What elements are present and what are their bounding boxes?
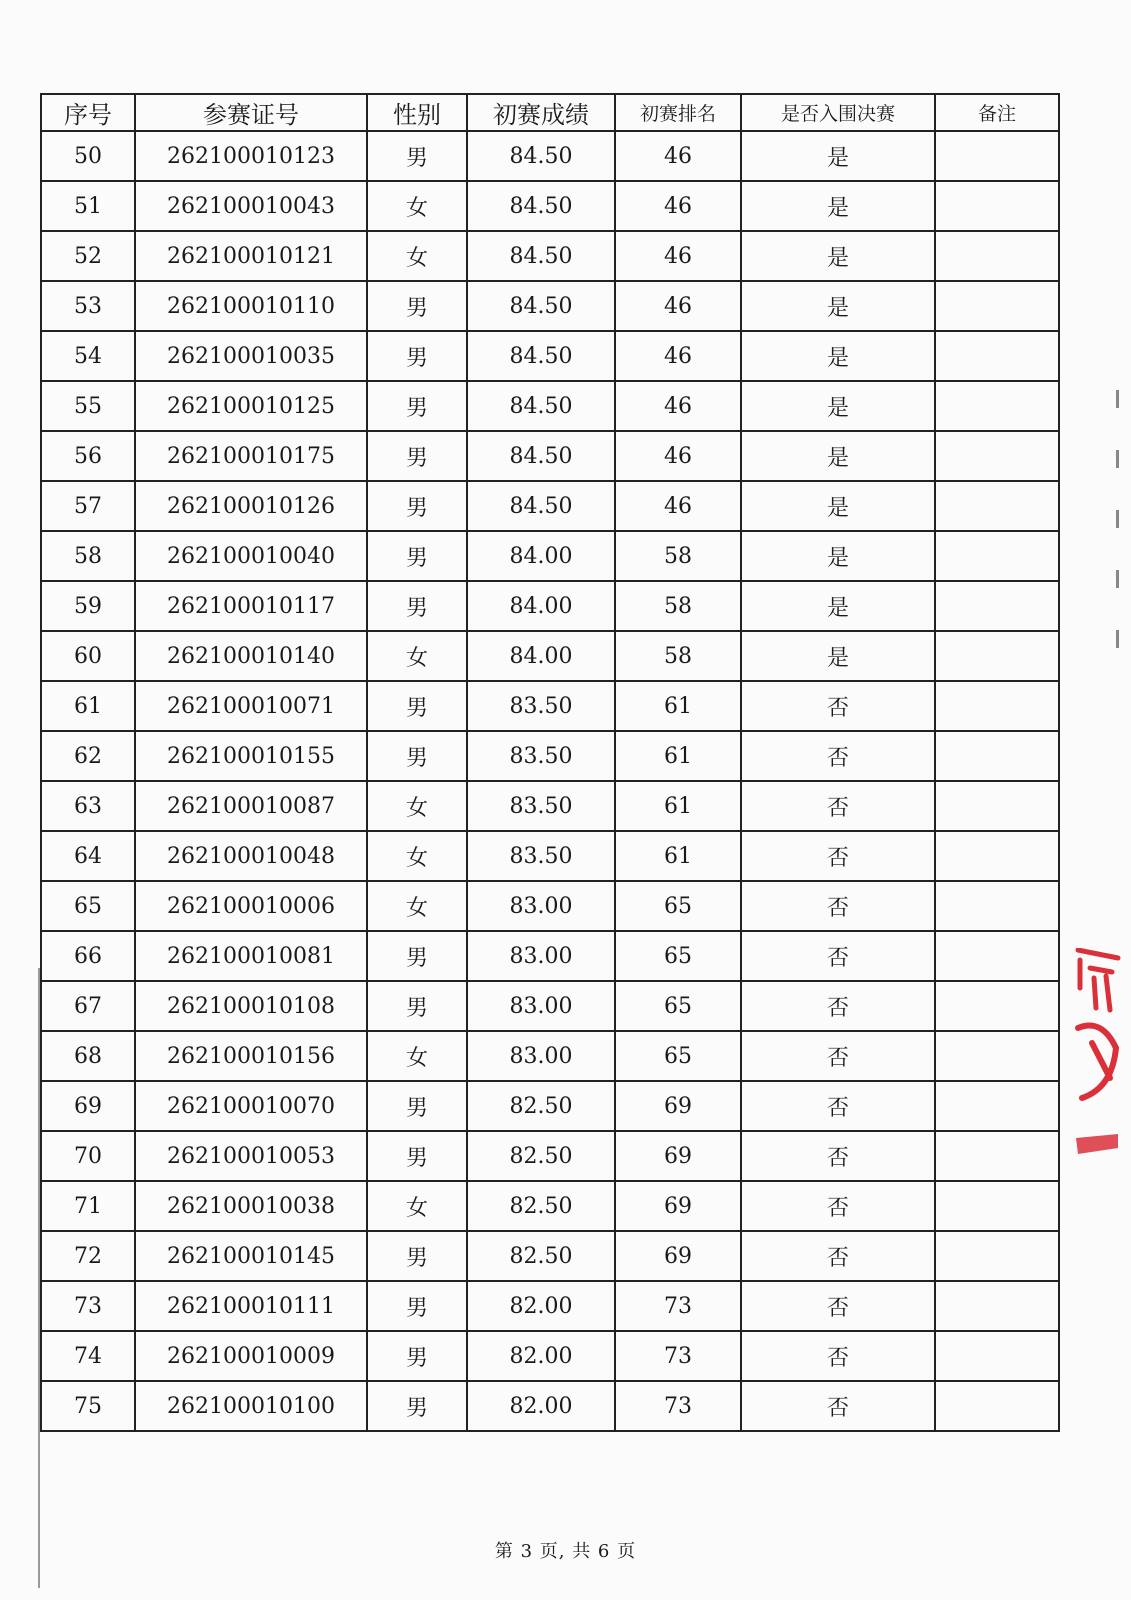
cell-ticket: 262100010108 bbox=[135, 981, 367, 1031]
cell-ticket: 262100010081 bbox=[135, 931, 367, 981]
cell-note bbox=[935, 1131, 1059, 1181]
cell-rank: 65 bbox=[615, 931, 741, 981]
cell-index: 61 bbox=[41, 681, 135, 731]
table-body bbox=[41, 131, 1059, 1431]
cell-final: 否 bbox=[741, 1081, 935, 1131]
table-row bbox=[41, 881, 1059, 931]
cell-score: 84.00 bbox=[467, 581, 615, 631]
cell-score: 83.50 bbox=[467, 681, 615, 731]
table-row bbox=[41, 631, 1059, 681]
cell-score: 83.50 bbox=[467, 781, 615, 831]
cell-score: 83.00 bbox=[467, 881, 615, 931]
cell-score: 82.50 bbox=[467, 1081, 615, 1131]
header-index: 序号 bbox=[41, 94, 135, 131]
cell-gender: 男 bbox=[367, 981, 467, 1031]
scan-margin-marks bbox=[1116, 390, 1119, 650]
cell-index: 50 bbox=[41, 131, 135, 181]
cell-score: 82.00 bbox=[467, 1281, 615, 1331]
cell-score: 84.50 bbox=[467, 281, 615, 331]
cell-gender: 男 bbox=[367, 281, 467, 331]
cell-index: 73 bbox=[41, 1281, 135, 1331]
header-row bbox=[41, 94, 1059, 131]
cell-score: 82.50 bbox=[467, 1181, 615, 1231]
cell-final: 是 bbox=[741, 231, 935, 281]
cell-ticket: 262100010117 bbox=[135, 581, 367, 631]
cell-ticket: 262100010125 bbox=[135, 381, 367, 431]
cell-ticket: 262100010006 bbox=[135, 881, 367, 931]
cell-rank: 46 bbox=[615, 281, 741, 331]
cell-index: 59 bbox=[41, 581, 135, 631]
cell-gender: 男 bbox=[367, 1081, 467, 1131]
cell-ticket: 262100010126 bbox=[135, 481, 367, 531]
table-row bbox=[41, 981, 1059, 1031]
cell-index: 53 bbox=[41, 281, 135, 331]
cell-score: 82.50 bbox=[467, 1231, 615, 1281]
cell-index: 54 bbox=[41, 331, 135, 381]
cell-index: 68 bbox=[41, 1031, 135, 1081]
cell-ticket: 262100010155 bbox=[135, 731, 367, 781]
cell-note bbox=[935, 1381, 1059, 1431]
cell-rank: 69 bbox=[615, 1131, 741, 1181]
table-row bbox=[41, 381, 1059, 431]
cell-rank: 61 bbox=[615, 681, 741, 731]
cell-final: 是 bbox=[741, 531, 935, 581]
table-row bbox=[41, 581, 1059, 631]
seal-stroke-mid bbox=[1078, 1026, 1116, 1099]
cell-note bbox=[935, 881, 1059, 931]
cell-gender: 女 bbox=[367, 881, 467, 931]
table-row bbox=[41, 131, 1059, 181]
cell-rank: 73 bbox=[615, 1381, 741, 1431]
cell-index: 52 bbox=[41, 231, 135, 281]
cell-note bbox=[935, 181, 1059, 231]
cell-index: 57 bbox=[41, 481, 135, 531]
red-seal-fragment bbox=[1072, 948, 1122, 1178]
cell-gender: 男 bbox=[367, 481, 467, 531]
table-row bbox=[41, 231, 1059, 281]
cell-ticket: 262100010121 bbox=[135, 231, 367, 281]
cell-note bbox=[935, 381, 1059, 431]
cell-score: 83.00 bbox=[467, 1031, 615, 1081]
cell-gender: 男 bbox=[367, 531, 467, 581]
cell-final: 否 bbox=[741, 981, 935, 1031]
cell-final: 否 bbox=[741, 1181, 935, 1231]
cell-index: 64 bbox=[41, 831, 135, 881]
table-row bbox=[41, 731, 1059, 781]
cell-ticket: 262100010145 bbox=[135, 1231, 367, 1281]
cell-note bbox=[935, 631, 1059, 681]
cell-note bbox=[935, 1031, 1059, 1081]
header-ticket: 参赛证号 bbox=[135, 94, 367, 131]
cell-ticket: 262100010038 bbox=[135, 1181, 367, 1231]
cell-score: 82.00 bbox=[467, 1331, 615, 1381]
cell-rank: 46 bbox=[615, 381, 741, 431]
cell-rank: 46 bbox=[615, 481, 741, 531]
cell-index: 63 bbox=[41, 781, 135, 831]
cell-gender: 女 bbox=[367, 1181, 467, 1231]
table-row bbox=[41, 1131, 1059, 1181]
table-row bbox=[41, 781, 1059, 831]
cell-note bbox=[935, 681, 1059, 731]
cell-gender: 男 bbox=[367, 731, 467, 781]
cell-score: 83.00 bbox=[467, 931, 615, 981]
header-rank: 初赛排名 bbox=[615, 94, 741, 131]
cell-final: 是 bbox=[741, 631, 935, 681]
cell-index: 65 bbox=[41, 881, 135, 931]
cell-final: 否 bbox=[741, 681, 935, 731]
cell-score: 84.50 bbox=[467, 431, 615, 481]
cell-gender: 男 bbox=[367, 431, 467, 481]
cell-index: 66 bbox=[41, 931, 135, 981]
cell-ticket: 262100010100 bbox=[135, 1381, 367, 1431]
table-row bbox=[41, 931, 1059, 981]
cell-note bbox=[935, 981, 1059, 1031]
cell-index: 71 bbox=[41, 1181, 135, 1231]
cell-ticket: 262100010111 bbox=[135, 1281, 367, 1331]
cell-final: 否 bbox=[741, 781, 935, 831]
cell-final: 是 bbox=[741, 281, 935, 331]
table-row bbox=[41, 1231, 1059, 1281]
cell-final: 是 bbox=[741, 131, 935, 181]
cell-gender: 女 bbox=[367, 181, 467, 231]
cell-rank: 58 bbox=[615, 581, 741, 631]
table-row bbox=[41, 1331, 1059, 1381]
cell-index: 51 bbox=[41, 181, 135, 231]
table-row bbox=[41, 831, 1059, 881]
cell-index: 67 bbox=[41, 981, 135, 1031]
cell-gender: 女 bbox=[367, 781, 467, 831]
cell-gender: 男 bbox=[367, 1381, 467, 1431]
cell-final: 是 bbox=[741, 431, 935, 481]
seal-stroke-bottom bbox=[1076, 1134, 1118, 1154]
scan-edge-line bbox=[38, 968, 40, 1588]
cell-gender: 男 bbox=[367, 131, 467, 181]
cell-gender: 男 bbox=[367, 1331, 467, 1381]
cell-score: 82.00 bbox=[467, 1381, 615, 1431]
header-final: 是否入围决赛 bbox=[741, 94, 935, 131]
table-row bbox=[41, 431, 1059, 481]
cell-note bbox=[935, 831, 1059, 881]
cell-note bbox=[935, 931, 1059, 981]
cell-note bbox=[935, 131, 1059, 181]
page-number: 第 3 页, 共 6 页 bbox=[494, 1541, 637, 1562]
cell-note bbox=[935, 781, 1059, 831]
cell-ticket: 262100010087 bbox=[135, 781, 367, 831]
cell-ticket: 262100010048 bbox=[135, 831, 367, 881]
cell-rank: 69 bbox=[615, 1181, 741, 1231]
cell-score: 83.50 bbox=[467, 731, 615, 781]
cell-score: 84.50 bbox=[467, 231, 615, 281]
cell-rank: 73 bbox=[615, 1281, 741, 1331]
cell-ticket: 262100010035 bbox=[135, 331, 367, 381]
cell-rank: 58 bbox=[615, 531, 741, 581]
cell-gender: 男 bbox=[367, 581, 467, 631]
header-score: 初赛成绩 bbox=[467, 94, 615, 131]
cell-gender: 男 bbox=[367, 1131, 467, 1181]
cell-index: 75 bbox=[41, 1381, 135, 1431]
cell-ticket: 262100010140 bbox=[135, 631, 367, 681]
table-row bbox=[41, 181, 1059, 231]
cell-score: 84.50 bbox=[467, 181, 615, 231]
header-gender: 性别 bbox=[367, 94, 467, 131]
cell-index: 69 bbox=[41, 1081, 135, 1131]
cell-note bbox=[935, 231, 1059, 281]
cell-note bbox=[935, 281, 1059, 331]
cell-final: 否 bbox=[741, 1231, 935, 1281]
cell-rank: 73 bbox=[615, 1331, 741, 1381]
cell-note bbox=[935, 1181, 1059, 1231]
cell-index: 62 bbox=[41, 731, 135, 781]
cell-note bbox=[935, 331, 1059, 381]
cell-rank: 46 bbox=[615, 431, 741, 481]
cell-final: 是 bbox=[741, 581, 935, 631]
cell-score: 84.50 bbox=[467, 131, 615, 181]
cell-rank: 46 bbox=[615, 331, 741, 381]
cell-index: 56 bbox=[41, 431, 135, 481]
cell-score: 84.00 bbox=[467, 631, 615, 681]
cell-ticket: 262100010040 bbox=[135, 531, 367, 581]
cell-score: 83.00 bbox=[467, 981, 615, 1031]
cell-rank: 61 bbox=[615, 731, 741, 781]
cell-final: 否 bbox=[741, 831, 935, 881]
seal-stroke-top bbox=[1078, 950, 1118, 1010]
cell-final: 否 bbox=[741, 1381, 935, 1431]
cell-final: 否 bbox=[741, 1031, 935, 1081]
cell-note bbox=[935, 1281, 1059, 1331]
cell-ticket: 262100010175 bbox=[135, 431, 367, 481]
cell-ticket: 262100010053 bbox=[135, 1131, 367, 1181]
cell-index: 74 bbox=[41, 1331, 135, 1381]
cell-note bbox=[935, 1231, 1059, 1281]
cell-final: 否 bbox=[741, 1281, 935, 1331]
cell-ticket: 262100010070 bbox=[135, 1081, 367, 1131]
cell-rank: 65 bbox=[615, 1031, 741, 1081]
cell-score: 84.50 bbox=[467, 481, 615, 531]
cell-ticket: 262100010043 bbox=[135, 181, 367, 231]
results-table bbox=[40, 93, 1060, 1432]
cell-ticket: 262100010110 bbox=[135, 281, 367, 331]
cell-final: 是 bbox=[741, 381, 935, 431]
cell-rank: 69 bbox=[615, 1231, 741, 1281]
cell-rank: 46 bbox=[615, 231, 741, 281]
cell-note bbox=[935, 731, 1059, 781]
table-row bbox=[41, 481, 1059, 531]
cell-score: 84.50 bbox=[467, 331, 615, 381]
cell-index: 70 bbox=[41, 1131, 135, 1181]
cell-final: 是 bbox=[741, 181, 935, 231]
cell-index: 60 bbox=[41, 631, 135, 681]
cell-note bbox=[935, 531, 1059, 581]
table-row bbox=[41, 1031, 1059, 1081]
cell-gender: 男 bbox=[367, 381, 467, 431]
cell-ticket: 262100010156 bbox=[135, 1031, 367, 1081]
cell-gender: 女 bbox=[367, 231, 467, 281]
header-note: 备注 bbox=[935, 94, 1059, 131]
cell-ticket: 262100010009 bbox=[135, 1331, 367, 1381]
cell-final: 否 bbox=[741, 1131, 935, 1181]
cell-note bbox=[935, 581, 1059, 631]
table-row bbox=[41, 281, 1059, 331]
cell-rank: 65 bbox=[615, 881, 741, 931]
table-row bbox=[41, 331, 1059, 381]
cell-rank: 61 bbox=[615, 781, 741, 831]
cell-gender: 男 bbox=[367, 681, 467, 731]
table-row bbox=[41, 681, 1059, 731]
cell-final: 否 bbox=[741, 881, 935, 931]
cell-final: 否 bbox=[741, 731, 935, 781]
cell-note bbox=[935, 1081, 1059, 1131]
cell-gender: 男 bbox=[367, 331, 467, 381]
cell-index: 72 bbox=[41, 1231, 135, 1281]
cell-note bbox=[935, 431, 1059, 481]
cell-index: 55 bbox=[41, 381, 135, 431]
cell-final: 否 bbox=[741, 931, 935, 981]
cell-gender: 男 bbox=[367, 931, 467, 981]
cell-note bbox=[935, 1331, 1059, 1381]
cell-score: 84.00 bbox=[467, 531, 615, 581]
cell-note bbox=[935, 481, 1059, 531]
cell-rank: 46 bbox=[615, 131, 741, 181]
cell-gender: 男 bbox=[367, 1231, 467, 1281]
cell-final: 否 bbox=[741, 1331, 935, 1381]
cell-rank: 65 bbox=[615, 981, 741, 1031]
cell-rank: 69 bbox=[615, 1081, 741, 1131]
cell-score: 82.50 bbox=[467, 1131, 615, 1181]
cell-final: 是 bbox=[741, 481, 935, 531]
table-row bbox=[41, 1281, 1059, 1331]
cell-gender: 女 bbox=[367, 631, 467, 681]
cell-score: 83.50 bbox=[467, 831, 615, 881]
table-row bbox=[41, 1381, 1059, 1431]
table-row bbox=[41, 1081, 1059, 1131]
table-row bbox=[41, 1181, 1059, 1231]
cell-final: 是 bbox=[741, 331, 935, 381]
cell-rank: 46 bbox=[615, 181, 741, 231]
cell-gender: 女 bbox=[367, 1031, 467, 1081]
cell-ticket: 262100010071 bbox=[135, 681, 367, 731]
cell-score: 84.50 bbox=[467, 381, 615, 431]
cell-gender: 女 bbox=[367, 831, 467, 881]
cell-index: 58 bbox=[41, 531, 135, 581]
table-row bbox=[41, 531, 1059, 581]
cell-rank: 58 bbox=[615, 631, 741, 681]
cell-rank: 61 bbox=[615, 831, 741, 881]
cell-gender: 男 bbox=[367, 1281, 467, 1331]
cell-ticket: 262100010123 bbox=[135, 131, 367, 181]
